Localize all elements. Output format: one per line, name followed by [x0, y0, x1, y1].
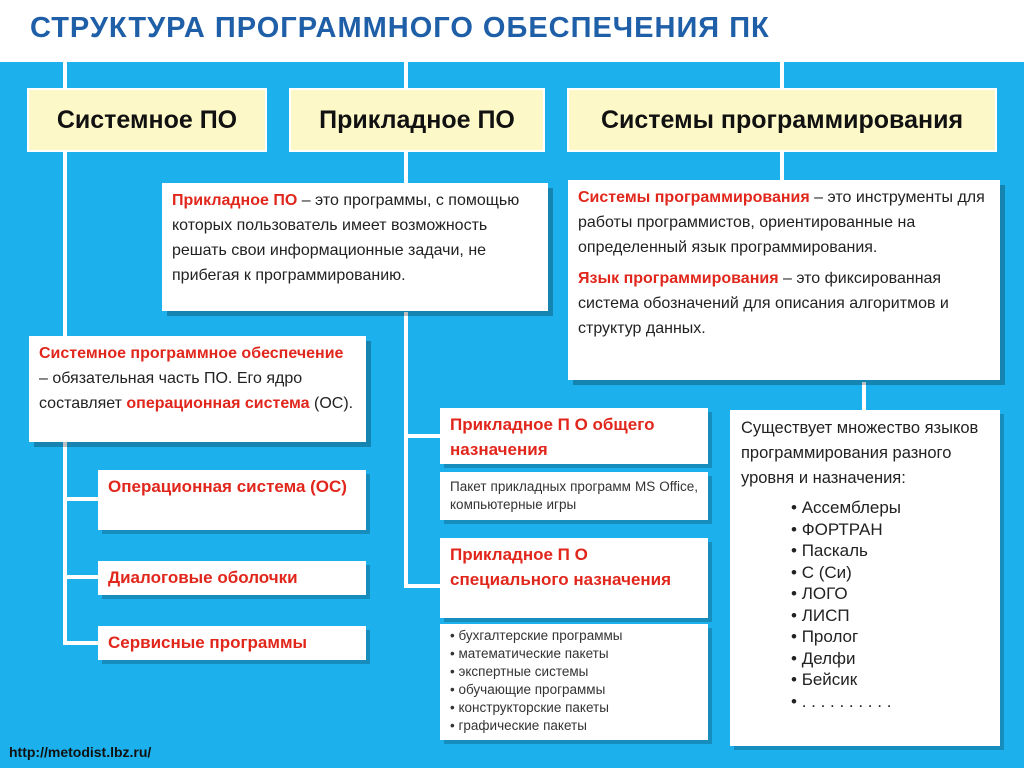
programming-systems-paragraph	[578, 185, 990, 260]
language-item: • ЛОГО	[791, 583, 989, 605]
general-purpose-examples-text: Пакет прикладных программ MS Office, компьютерные игры	[450, 479, 698, 512]
page-title: СТРУКТУРА ПРОГРАММНОГО ОБЕСПЕЧЕНИЯ ПК	[30, 12, 770, 44]
language-item: • ФОРТРАН	[791, 519, 989, 541]
system-item-operating-system	[98, 470, 366, 530]
header-system-software-label: Системное ПО	[56, 105, 238, 134]
special-purpose-software	[440, 538, 708, 618]
header-programming-systems-label: Системы программирования	[600, 105, 964, 134]
connector-applied-to-def	[404, 152, 408, 184]
language-item: • Паскаль	[791, 540, 989, 562]
special-purpose-item: • бухгалтерские программы	[450, 627, 698, 645]
special-purpose-examples	[440, 624, 708, 740]
connector-system-to-def	[63, 152, 67, 338]
general-purpose-examples	[440, 472, 708, 520]
header-system-software	[27, 88, 267, 152]
header-applied-software-label: Прикладное ПО	[319, 105, 515, 134]
general-purpose-software	[440, 408, 708, 464]
connector-branch-services	[63, 641, 99, 645]
system-software-term: Системное программное обеспечение	[39, 345, 344, 362]
applied-term: Прикладное ПО	[172, 192, 298, 209]
connector-programming-to-def	[780, 152, 784, 180]
system-item-operating-system-label: Операционная система (ОС)	[108, 477, 347, 496]
special-purpose-item: • обучающие программы	[450, 681, 698, 699]
connector-branch-general	[404, 434, 440, 438]
special-purpose-label: Прикладное П О специального назначения	[450, 545, 672, 589]
connector-top-system	[63, 62, 67, 88]
special-purpose-item: • математические пакеты	[450, 645, 698, 663]
footer-url: http://metodist.lbz.ru/	[9, 744, 152, 760]
language-item: • Бейсик	[791, 669, 989, 691]
applied-definition-text: – это программы, с помощью которых пользователь имеет возможность решать свои информационные задачи, не прибегая к программированию.	[172, 192, 520, 284]
header-programming-systems	[567, 88, 997, 152]
language-item: • Делфи	[791, 648, 989, 670]
language-item: • . . . . . . . . . .	[791, 691, 989, 713]
connector-branch-os	[63, 497, 99, 501]
title-bar	[0, 0, 1024, 62]
special-purpose-item: • экспертные системы	[450, 663, 698, 681]
programming-systems-term: Системы программирования	[578, 189, 810, 206]
system-item-service-programs	[98, 626, 366, 660]
programming-systems-definition	[568, 180, 1000, 380]
connector-branch-special	[404, 584, 440, 588]
connector-programming-to-languages	[862, 382, 866, 410]
connector-top-applied	[404, 62, 408, 88]
special-purpose-list	[450, 627, 698, 735]
connector-system-trunk	[63, 440, 67, 645]
system-software-definition	[29, 336, 366, 442]
system-software-text: – обязательная часть ПО. Его ядро составляет	[39, 370, 303, 412]
language-item: • ЛИСП	[791, 605, 989, 627]
connector-top-programming	[780, 62, 784, 88]
system-item-dialog-shells	[98, 561, 366, 595]
programming-systems-text: – это инструменты для работы программистов, ориентированные на определенный язык программирования.	[578, 189, 985, 256]
connector-applied-trunk	[404, 312, 408, 588]
language-item: • С (Си)	[791, 562, 989, 584]
applied-software-definition	[162, 183, 548, 311]
system-software-text-end: (ОС).	[309, 395, 354, 412]
connector-branch-shells	[63, 575, 99, 579]
programming-language-paragraph	[578, 266, 990, 341]
programming-languages-intro: Существует множество языков программирования разного уровня и назначения:	[741, 419, 979, 487]
special-purpose-item: • конструкторские пакеты	[450, 699, 698, 717]
programming-language-term: Язык программирования	[578, 270, 779, 287]
language-item: • Ассемблеры	[791, 497, 989, 519]
general-purpose-label: Прикладное П О общего назначения	[450, 415, 655, 459]
system-item-dialog-shells-label: Диалоговые оболочки	[108, 568, 298, 587]
programming-languages-list	[741, 497, 989, 712]
programming-language-text: – это фиксированная система обозначений для описания алгоритмов и структур данных.	[578, 270, 949, 337]
header-applied-software	[289, 88, 545, 152]
programming-languages-card	[730, 410, 1000, 746]
language-item: • Пролог	[791, 626, 989, 648]
operating-system-term: операционная система	[126, 395, 310, 412]
system-item-service-programs-label: Сервисные программы	[108, 633, 308, 652]
special-purpose-item: • графические пакеты	[450, 717, 698, 735]
